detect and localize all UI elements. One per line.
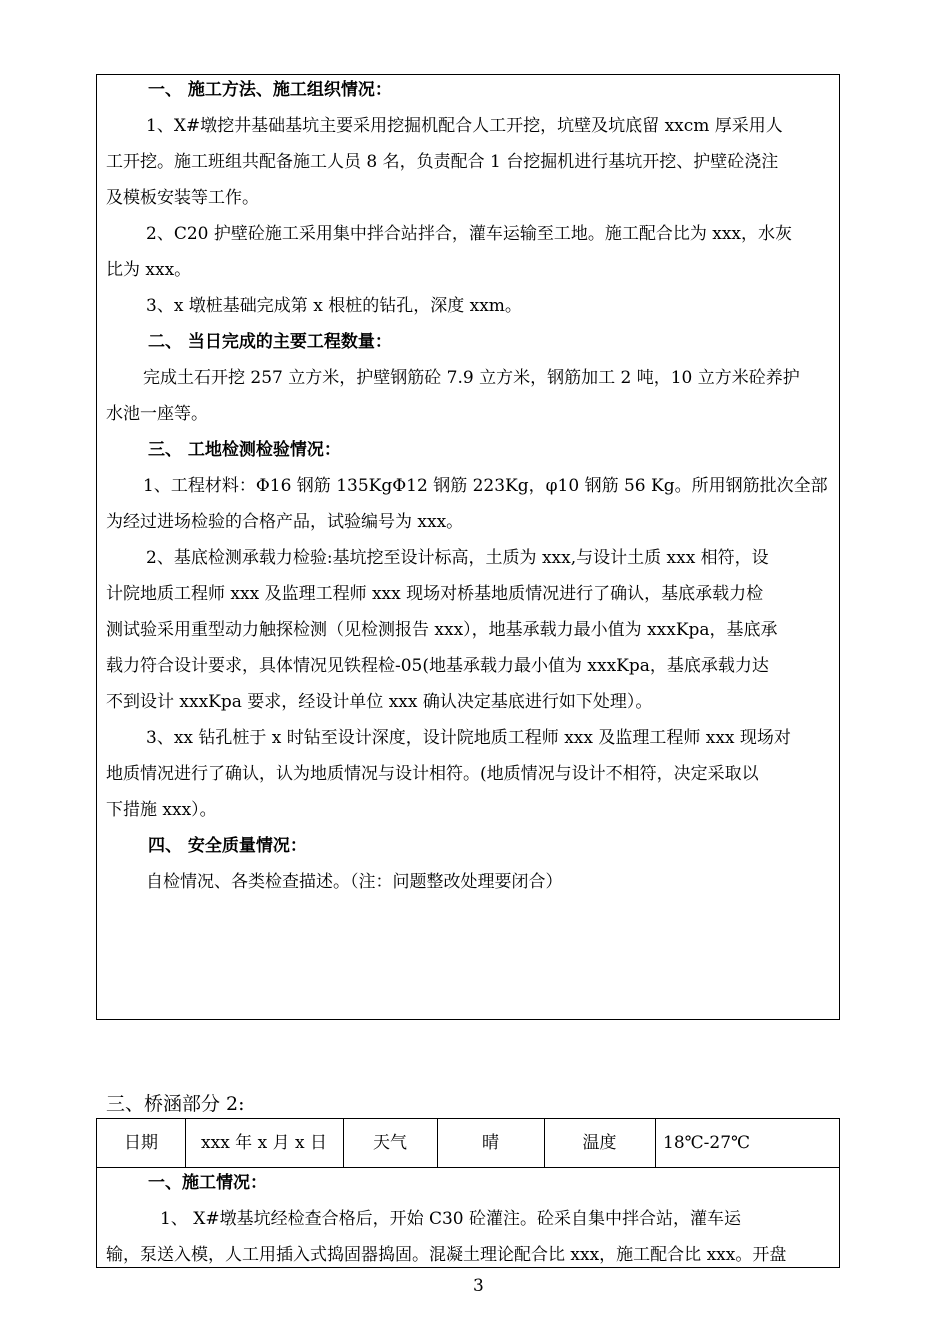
paragraph-line: 为经过进场检验的合格产品，试验编号为 xxx。	[106, 512, 464, 532]
paragraph-line: 3、xx 钻孔桩于 x 时钻至设计深度，设计院地质工程师 xxx 及监理工程师 xxx 现场对	[146, 728, 791, 748]
paragraph-line: 2、基底检测承载力检验:基坑挖至设计标高，土质为 xxx,与设计土质 xxx 相符，设	[146, 548, 769, 568]
section-title: 三、桥涵部分 2:	[106, 1093, 245, 1115]
date-label: 日期	[124, 1133, 158, 1153]
paragraph-line: 计院地质工程师 xxx 及监理工程师 xxx 现场对桥基地质情况进行了确认，基底承载力检	[106, 584, 764, 604]
paragraph-line: 及模板安装等工作。	[106, 188, 259, 208]
paragraph-line: 3、x 墩桩基础完成第 x 根桩的钻孔，深度 xxm。	[146, 296, 522, 316]
paragraph-line: 工开挖。施工班组共配备施工人员 8 名，负责配合 1 台挖掘机进行基坑开挖、护壁砼浇注	[106, 152, 779, 172]
weather-label: 天气	[373, 1133, 407, 1153]
heading-safety-quality: 四、 安全质量情况：	[148, 836, 307, 856]
paragraph-line: 载力符合设计要求，具体情况见铁程检-05(地基承载力最小值为 xxxKpa，基底承载力达	[106, 656, 769, 676]
paragraph-line: 1、 X#墩基坑经检查合格后，开始 C30 砼灌注。砼采自集中拌合站，灌车运	[160, 1209, 742, 1229]
paragraph-line: 1、工程材料：Φ16 钢筋 135KgΦ12 钢筋 223Kg，φ10 钢筋 56 Kg。所用钢筋批次全部	[143, 476, 828, 496]
temperature-label: 温度	[582, 1133, 617, 1153]
weather-value: 晴	[482, 1133, 499, 1153]
paragraph-line: 输，泵送入模，人工用插入式捣固器捣固。混凝土理论配合比 xxx，施工配合比 xxx。开盘	[106, 1245, 787, 1265]
paragraph-line: 下措施 xxx）。	[106, 800, 217, 820]
date-value: xxx 年 x 月 x 日	[201, 1133, 327, 1153]
temperature-value: 18℃-27℃	[663, 1133, 751, 1153]
paragraph-line: 完成土石开挖 257 立方米，护壁钢筋砼 7.9 立方米，钢筋加工 2 吨，10 立方米砼养护	[143, 368, 800, 388]
table-divider	[655, 1119, 656, 1167]
page-number: 3	[473, 1276, 484, 1296]
heading-daily-quantities: 二、 当日完成的主要工程数量：	[148, 332, 392, 352]
paragraph-line: 2、C20 护壁砼施工采用集中拌合站拌合，灌车运输至工地。施工配合比为 xxx，水灰	[146, 224, 793, 244]
paragraph-line: 1、X#墩挖井基础基坑主要采用挖掘机配合人工开挖，坑壁及坑底留 xxcm 厚采用人	[146, 116, 783, 136]
paragraph-line: 水池一座等。	[106, 404, 208, 424]
heading-construction-method: 一、 施工方法、施工组织情况：	[148, 80, 392, 100]
heading-construction-status: 一、施工情况：	[148, 1173, 267, 1193]
paragraph-line: 地质情况进行了确认，认为地质情况与设计相符。(地质情况与设计不相符，决定采取以	[106, 764, 759, 784]
heading-site-inspection: 三、 工地检测检验情况：	[148, 440, 341, 460]
paragraph-line: 自检情况、各类检查描述。（注：问题整改处理要闭合）	[146, 872, 563, 892]
paragraph-line: 测试验采用重型动力触探检测（见检测报告 xxx），地基承载力最小值为 xxxKpa，基底承	[106, 620, 778, 640]
paragraph-line: 不到设计 xxxKpa 要求，经设计单位 xxx 确认决定基底进行如下处理）。	[106, 692, 653, 712]
paragraph-line: 比为 xxx。	[106, 260, 192, 280]
table-divider	[97, 1167, 839, 1168]
